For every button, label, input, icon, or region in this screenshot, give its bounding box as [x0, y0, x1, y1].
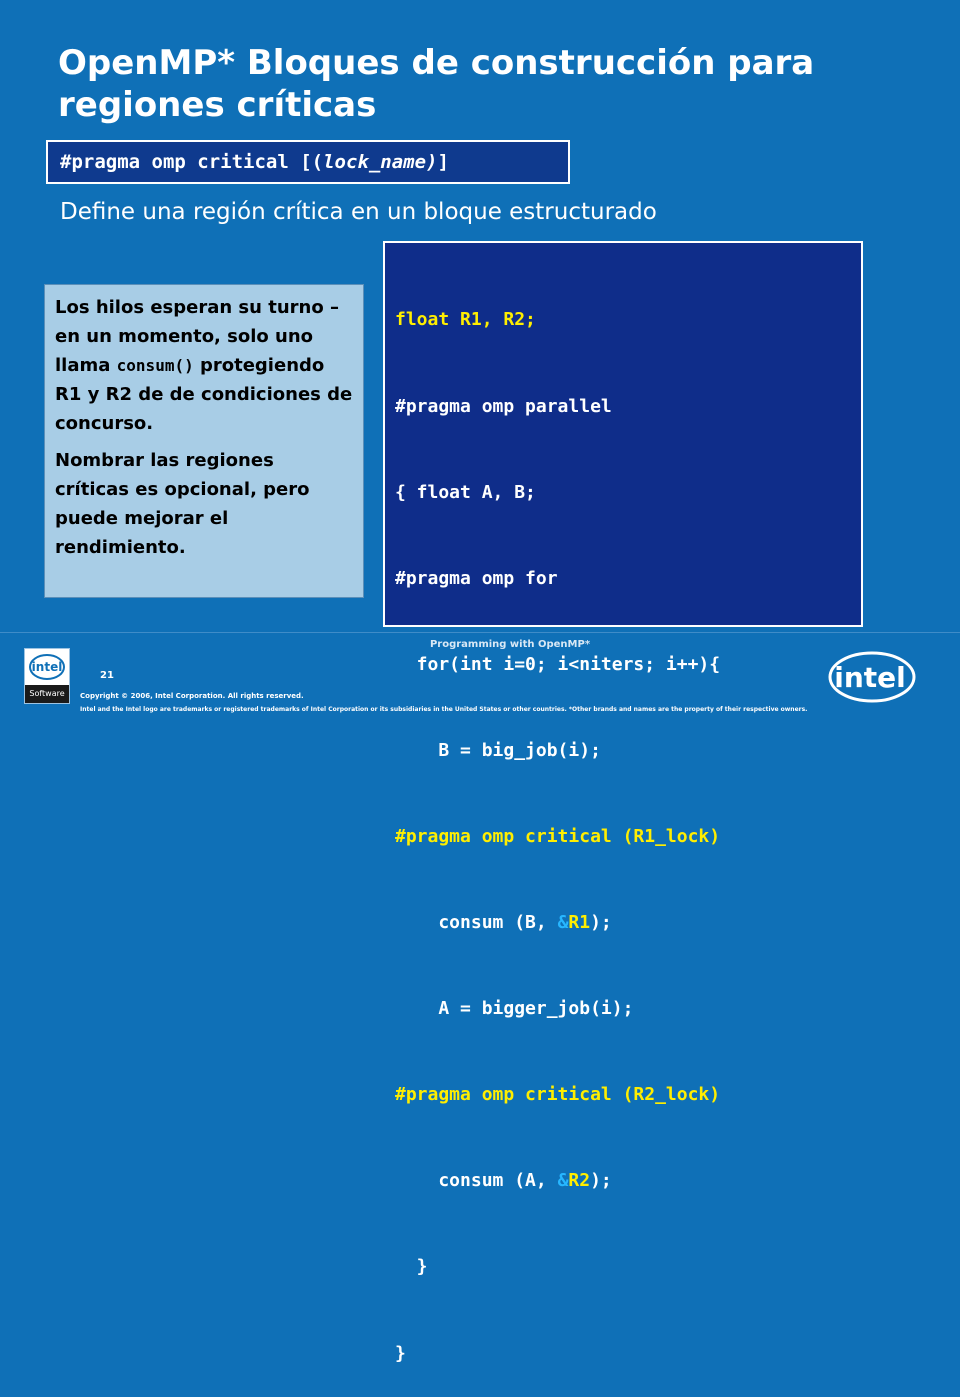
intel-logo — [826, 647, 918, 705]
intel-logo-icon — [826, 647, 918, 705]
code-line: float R1, R2; — [395, 309, 536, 331]
code-token: consum (B, — [395, 912, 558, 934]
pragma-prefix: #pragma omp critical [( — [60, 151, 324, 173]
code-token: & — [557, 1170, 569, 1192]
code-token: consum (A, — [395, 1170, 558, 1192]
code-token: ); — [590, 912, 612, 934]
code-line: for(int i=0; i<niters; i++){ — [395, 653, 721, 675]
note-paragraph-2: Nombrar las regiones críticas es opcional, pero puede mejorar el rendimiento. — [55, 450, 310, 558]
note-text: protegiendo R1 y R2 de de condiciones de concurso. — [55, 355, 353, 434]
software-label: Software — [25, 685, 69, 703]
pragma-syntax-box — [46, 140, 570, 184]
svg-text:intel: intel — [31, 660, 63, 674]
code-line: } — [395, 1256, 428, 1278]
trademark-text: Intel and the Intel logo are trademarks or registered trademarks of Intel Corporation or its subsidiaries in the United States or other countries. *Other brands and names are the property of their respective owners. — [80, 706, 808, 713]
code-line — [395, 1167, 861, 1196]
code-token: R1 — [568, 912, 591, 934]
pragma-suffix: ] — [437, 151, 449, 173]
svg-text:intel: intel — [834, 661, 906, 694]
explanation-note — [44, 284, 364, 598]
code-token: ); — [590, 1170, 612, 1192]
slide-title: OpenMP* Bloques de construcción para regiones críticas — [58, 43, 815, 125]
code-token: R2 — [568, 1170, 591, 1192]
note-paragraph-1 — [55, 293, 353, 438]
code-line: #pragma omp parallel — [395, 395, 612, 417]
intel-software-logo-mark — [25, 649, 69, 685]
code-line: #pragma omp for — [395, 567, 558, 589]
footer-title: Programming with OpenMP* — [429, 639, 591, 650]
note-text: Los hilos esperan su turno –en un momento, solo uno llama — [55, 297, 339, 376]
slide-subtitle: Define una región crítica en un bloque estructurado — [60, 199, 657, 225]
code-line — [395, 909, 861, 938]
code-line: { float A, B; — [395, 481, 536, 503]
copyright-text: Copyright © 2006, Intel Corporation. All rights reserved. — [80, 692, 304, 700]
code-token: & — [557, 912, 569, 934]
intel-software-logo — [24, 648, 70, 704]
footer-divider — [0, 632, 960, 633]
code-line: A = bigger_job(i); — [395, 998, 634, 1020]
code-line: B = big_job(i); — [395, 739, 601, 761]
code-line: #pragma omp critical (R2_lock) — [395, 1084, 721, 1106]
intel-logo-icon — [25, 649, 69, 685]
code-line: #pragma omp critical (R1_lock) — [395, 825, 721, 847]
code-line: } — [395, 1342, 406, 1364]
page-number: 21 — [100, 670, 114, 681]
note-code: consum() — [116, 356, 194, 375]
pragma-arg: lock_name) — [323, 151, 438, 173]
